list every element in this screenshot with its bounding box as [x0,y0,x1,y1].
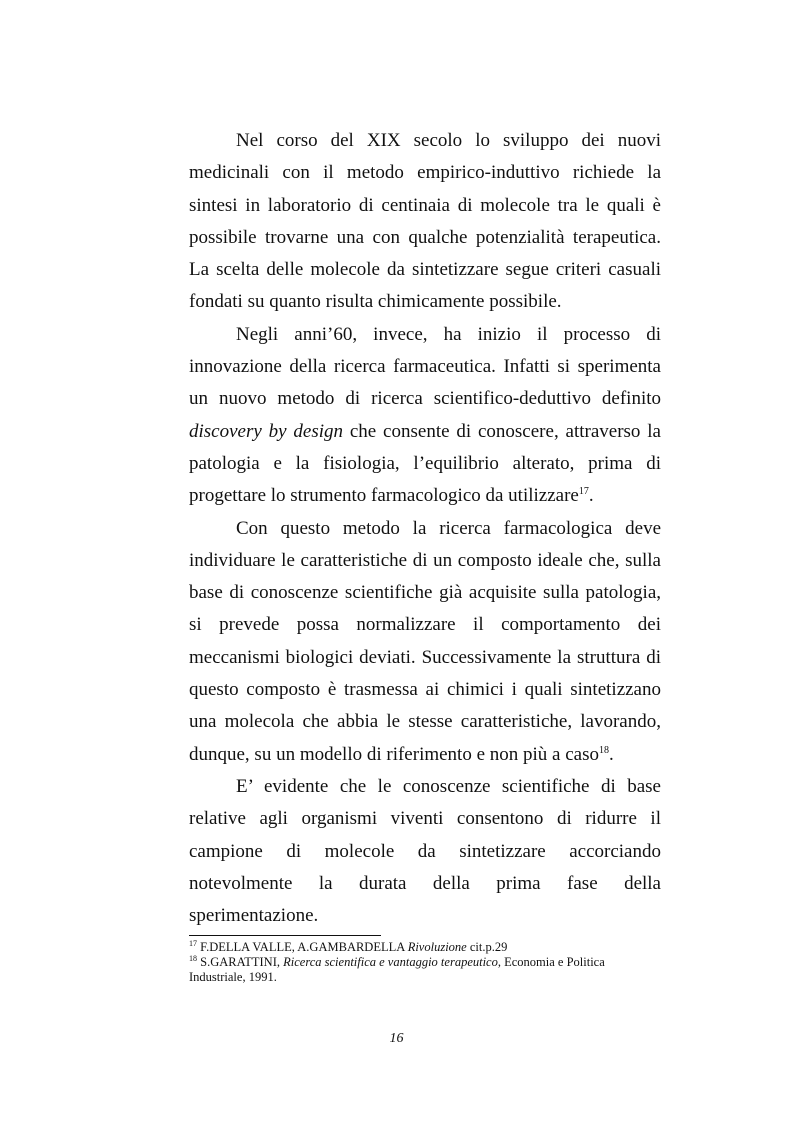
page-number: 16 [389,1031,404,1046]
paragraph-4: E’ evidente che le conoscenze scientifiche di base relative agli organismi viventi consentono di ridurre il campione di molecole da sintetizzare accorciando notevolmente la durata della prima fase della sperimentazione. [189,775,661,927]
footnote-number: 17 [189,939,197,948]
paragraph-2: Negli anni’60, invece, ha inizio il processo di innovazione della ricerca farmaceutica. Infatti si sperimenta un nuovo metodo di ricerca scientifico-deduttivo definito discovery by design che consente di conoscere, attraverso la patologia e la fisiologia, l’equilibrio alterato, prima di progettare lo strumento farmacologico da utilizzare$^{17}$. [189,323,661,507]
footnote-17: $^{17}$ F.DELLA VALLE, A.GAMBARDELLA Rivoluzione cit.p.29 [189,939,508,954]
footnote-separator [189,935,381,936]
footnote-18: $^{18}$ S.GARATTINI, Ricerca scientifica e vantaggio terapeutico, Economia e Politica Industriale, 1991. [189,954,605,984]
emphasis-discovery-by-design: discovery by design [189,420,344,442]
footnote-ref-17[interactable]: 17 [578,486,589,498]
paragraph-1: Nel corso del XIX secolo lo sviluppo dei nuovi medicinali con il metodo empirico-induttivo richiede la sintesi in laboratorio di centinaia di molecole tra le quali è possibile trovarne una con qualche potenzialità terapeutica. La scelta delle molecole da sintetizzare segue criteri casuali fondati su quanto risulta chimicamente possibile. [189,130,661,313]
body-text [189,125,661,932]
paragraph-3: Con questo metodo la ricerca farmacologica deve individuare le caratteristiche di un composto ideale che, sulla base di conoscenze scientifiche già acquisite sulla patologia, si prevede possa normalizzare il comportamento dei meccanismi biologici deviati. Successivamente la struttura di questo composto è trasmessa ai chimici i quali sintetizzano una molecola che abbia le stesse caratteristiche, lavorando, dunque, su un modello di riferimento e non più a caso$^{18}$. [189,517,661,765]
footnote-ref-18[interactable]: 18 [599,744,609,756]
footnote-number: 18 [189,954,197,963]
footnotes [189,940,661,985]
